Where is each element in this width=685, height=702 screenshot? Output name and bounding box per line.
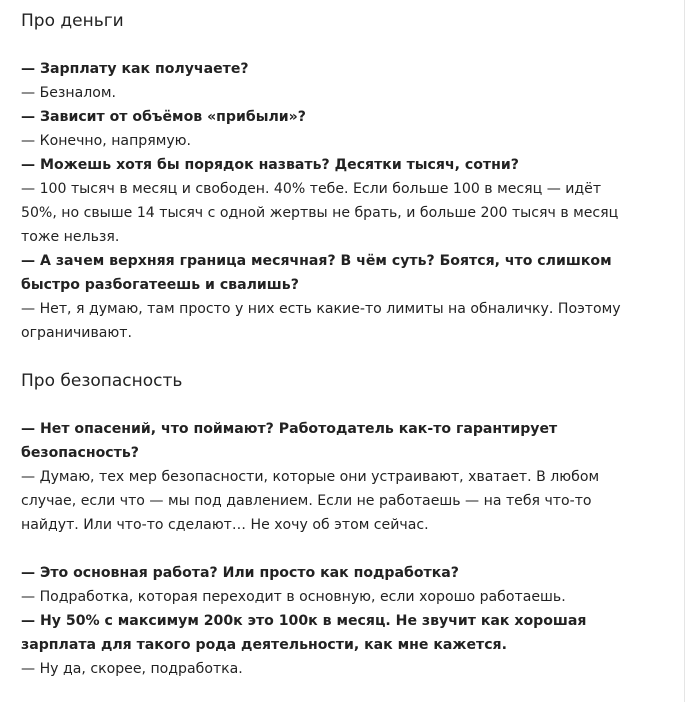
answer-line: — 100 тысяч в месяц и свободен. 40% тебе. Если больше 100 в месяц — идёт	[21, 181, 602, 197]
answer-line: — Безналом.	[21, 85, 117, 101]
section-title-security: Про безопасность	[21, 371, 183, 391]
answer-line: случае, если что — мы под давлением. Если не работаешь — на тебя что-то	[21, 493, 592, 509]
question-line: — Зависит от объёмов «прибыли»?	[21, 109, 306, 125]
answer-line: — Нет, я думаю, там просто у них есть какие-то лимиты на обналичку. Поэтому	[21, 301, 621, 317]
answer-line: найдут. Или что-то сделают… Не хочу об этом сейчас.	[21, 517, 429, 533]
answer-line: — Конечно, напрямую.	[21, 133, 192, 149]
answer-line: ограничивают.	[21, 325, 132, 341]
question-line: безопасность?	[21, 445, 139, 461]
question-line: — Ну 50% с максимум 200к это 100к в месяц. Не звучит как хорошая	[21, 613, 587, 629]
question-line: — Зарплату как получаете?	[21, 61, 249, 77]
answer-line: — Подработка, которая переходит в основную, если хорошо работаешь.	[21, 589, 566, 605]
question-line: зарплата для такого рода деятельности, как мне кажется.	[21, 637, 507, 653]
question-line: — Это основная работа? Или просто как подработка?	[21, 565, 459, 581]
answer-line: — Думаю, тех мер безопасности, которые они устраивают, хватает. В любом	[21, 469, 600, 485]
answer-line: 50%, но свыше 14 тысяч с одной жертвы не брать, и больше 200 тысяч в месяц	[21, 205, 619, 221]
question-line: — А зачем верхняя граница месячная? В чём суть? Боятся, что слишком	[21, 253, 612, 269]
question-line: — Можешь хотя бы порядок назвать? Десятки тысяч, сотни?	[21, 157, 519, 173]
question-line: быстро разбогатеешь и свалишь?	[21, 277, 299, 293]
answer-line: — Ну да, скорее, подработка.	[21, 661, 243, 677]
section-title-money: Про деньги	[21, 11, 124, 31]
answer-line: тоже нельзя.	[21, 229, 120, 245]
question-line: — Нет опасений, что поймают? Работодатель как-то гарантирует	[21, 421, 558, 437]
